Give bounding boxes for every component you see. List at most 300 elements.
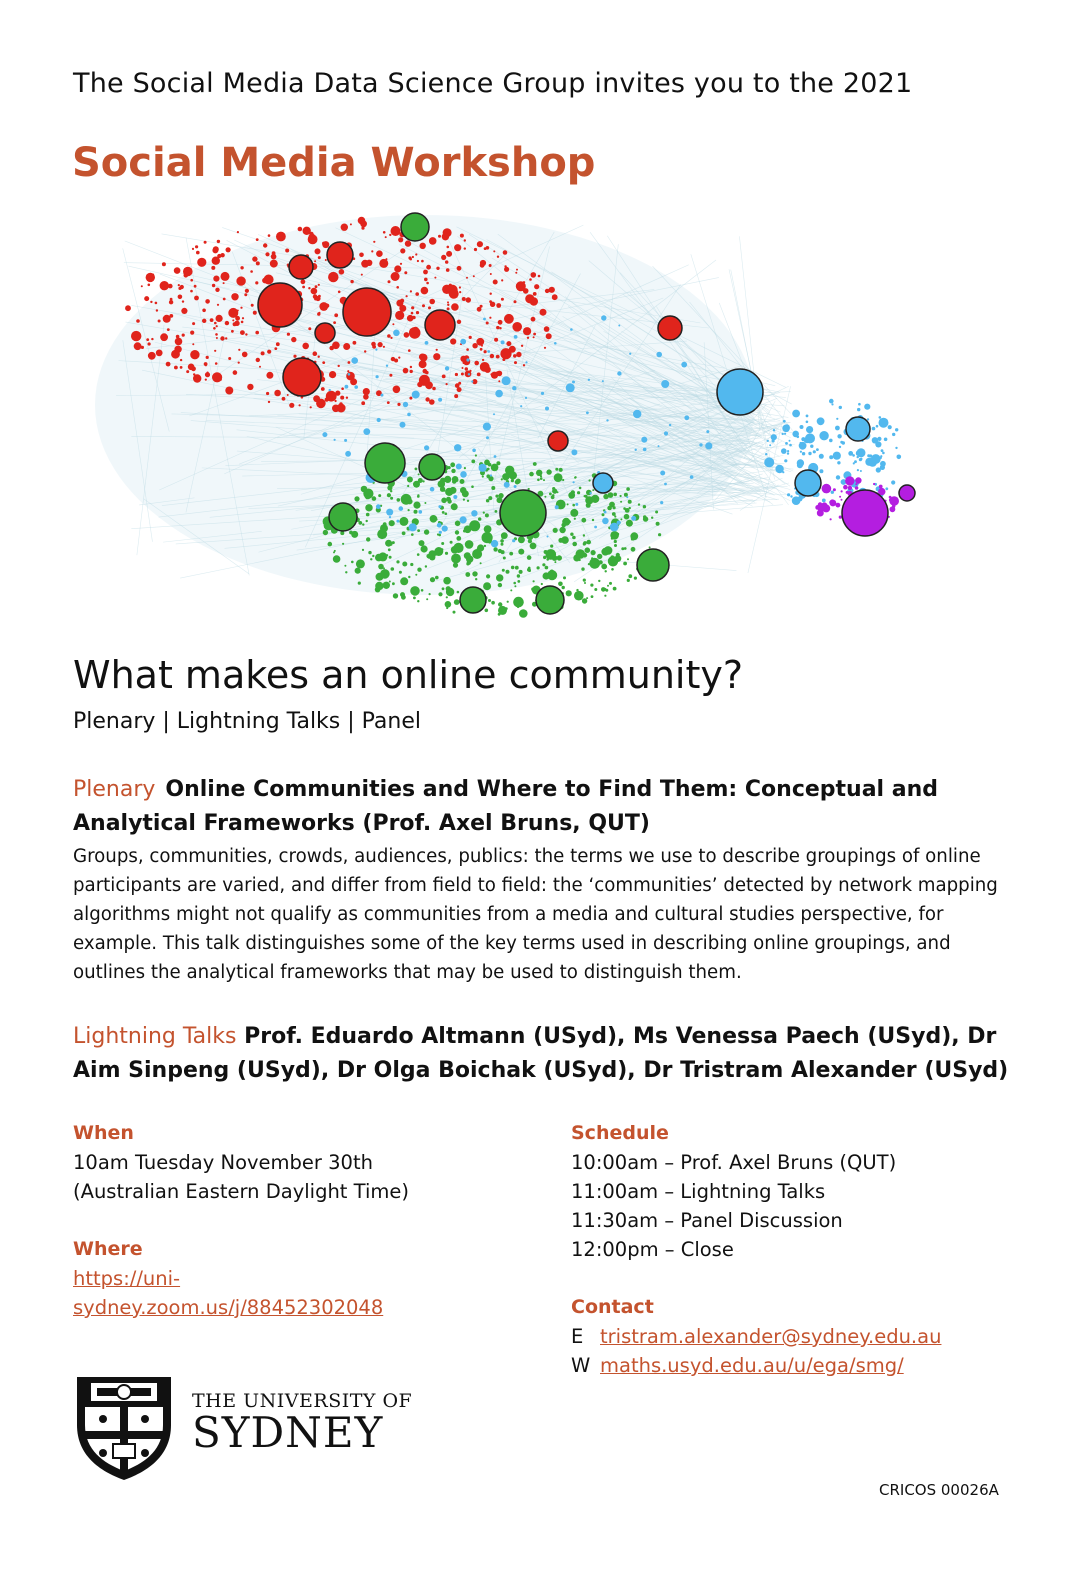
network-node	[582, 598, 587, 603]
network-node	[552, 487, 555, 490]
network-node	[421, 589, 424, 592]
network-node	[417, 553, 420, 556]
network-node	[373, 241, 375, 243]
network-node	[308, 287, 310, 289]
network-node	[514, 361, 517, 364]
network-node	[361, 401, 365, 405]
network-node	[318, 284, 320, 286]
when-timezone: (Australian Eastern Daylight Time)	[73, 1180, 409, 1203]
university-crest-logo	[73, 1373, 175, 1483]
network-node	[655, 511, 658, 514]
network-node	[298, 227, 303, 232]
network-node	[534, 284, 539, 289]
network-node	[831, 403, 833, 405]
network-node	[451, 503, 458, 510]
network-node	[410, 290, 412, 292]
network-node	[190, 290, 193, 293]
network-node	[860, 470, 862, 472]
network-node	[614, 544, 617, 547]
network-node	[628, 574, 632, 578]
network-node	[651, 517, 653, 519]
network-node	[474, 248, 477, 251]
network-node	[216, 337, 218, 339]
network-node	[389, 581, 391, 583]
network-node	[445, 601, 452, 608]
network-node	[447, 301, 449, 303]
network-node	[512, 539, 515, 542]
network-node	[276, 232, 286, 242]
network-node	[345, 385, 349, 389]
network-node	[348, 373, 351, 376]
network-node	[423, 270, 428, 275]
network-node	[167, 328, 170, 331]
network-node	[346, 397, 348, 399]
network-node	[428, 306, 431, 309]
network-node	[617, 521, 621, 525]
network-node	[438, 398, 442, 402]
network-node	[501, 478, 503, 480]
network-node	[460, 516, 467, 523]
network-node	[873, 455, 877, 459]
network-node	[191, 366, 196, 371]
network-node	[389, 516, 391, 518]
network-node	[501, 298, 504, 301]
network-node	[196, 251, 200, 255]
network-node	[833, 452, 841, 460]
network-node	[483, 318, 486, 321]
network-node	[802, 452, 805, 455]
network-node	[586, 540, 591, 545]
network-node	[332, 342, 340, 350]
network-node	[550, 570, 554, 574]
network-node	[442, 526, 448, 532]
network-node	[400, 299, 404, 303]
network-node	[562, 586, 565, 589]
network-node	[460, 587, 486, 613]
network-node	[333, 321, 336, 324]
network-node	[516, 281, 526, 291]
network-node	[496, 355, 500, 359]
network-node	[472, 449, 476, 453]
network-node	[202, 309, 206, 313]
network-node	[548, 431, 568, 451]
network-node	[359, 253, 364, 258]
network-node	[190, 331, 194, 335]
network-node	[375, 554, 383, 562]
network-node	[212, 372, 222, 382]
network-node	[513, 597, 524, 608]
network-node	[180, 366, 183, 369]
network-node	[318, 356, 320, 358]
network-node	[624, 514, 630, 520]
network-node	[426, 598, 428, 600]
network-node	[434, 277, 436, 279]
network-node	[447, 246, 450, 249]
network-node	[488, 463, 492, 467]
network-node	[483, 582, 491, 590]
network-node	[215, 288, 219, 292]
network-node	[620, 518, 622, 520]
network-node	[624, 493, 628, 497]
network-node	[835, 426, 840, 431]
network-node	[557, 555, 562, 560]
network-node	[800, 425, 804, 429]
network-node	[684, 415, 689, 420]
network-node	[411, 533, 414, 536]
network-node	[842, 441, 845, 444]
when-date: 10am Tuesday November 30th	[73, 1151, 373, 1174]
network-node	[515, 272, 517, 274]
network-node	[289, 403, 294, 408]
network-node	[500, 539, 504, 543]
network-node	[514, 485, 517, 488]
network-node	[412, 316, 416, 320]
network-node	[681, 362, 687, 368]
network-node	[448, 466, 451, 469]
zoom-link[interactable]: https://uni- sydney.zoom.us/j/88452302048	[73, 1267, 384, 1319]
network-node	[614, 540, 617, 543]
network-node	[583, 541, 587, 545]
network-node	[690, 475, 694, 479]
network-node	[498, 380, 500, 382]
network-node	[501, 279, 503, 281]
network-node	[372, 345, 376, 349]
network-node	[643, 448, 647, 452]
network-node	[463, 499, 465, 501]
network-node	[443, 577, 451, 585]
network-node	[178, 284, 180, 286]
network-node	[236, 276, 245, 285]
format-list: Plenary | Lightning Talks | Panel	[73, 709, 422, 734]
web-link[interactable]: maths.usyd.edu.au/u/ega/smg/	[600, 1354, 904, 1377]
network-node	[588, 379, 590, 381]
network-node	[403, 402, 408, 407]
network-node	[490, 354, 494, 358]
network-node	[808, 452, 811, 455]
network-node	[454, 444, 461, 451]
network-node	[570, 509, 578, 517]
network-node	[396, 286, 399, 289]
network-node	[485, 513, 489, 517]
network-node	[486, 436, 489, 439]
email-link[interactable]: tristram.alexander@sydney.edu.au	[600, 1325, 942, 1348]
network-node	[237, 231, 239, 233]
network-node	[363, 388, 370, 395]
network-node	[192, 248, 194, 250]
network-node	[829, 399, 834, 404]
network-node	[570, 328, 573, 331]
network-node	[602, 380, 604, 382]
network-node	[453, 495, 457, 499]
network-node	[855, 486, 859, 490]
network-node	[446, 586, 451, 591]
network-node	[343, 343, 350, 350]
network-node	[512, 322, 522, 332]
network-node	[467, 500, 469, 502]
network-node	[544, 347, 546, 349]
network-node	[442, 511, 445, 514]
network-node	[799, 442, 807, 450]
network-node	[407, 499, 413, 505]
contact-heading: Contact	[571, 1296, 654, 1318]
network-node	[846, 491, 849, 494]
network-node	[136, 319, 140, 323]
network-node	[543, 572, 550, 579]
network-node	[498, 602, 502, 606]
network-node	[354, 385, 358, 389]
network-node	[245, 333, 247, 335]
network-node	[314, 260, 316, 262]
network-node	[498, 320, 503, 325]
network-node	[328, 272, 338, 282]
network-node	[626, 520, 633, 527]
network-node	[240, 330, 245, 335]
network-node	[169, 300, 173, 304]
network-node	[169, 314, 173, 318]
network-node	[485, 609, 489, 613]
network-node	[378, 564, 384, 570]
network-node	[877, 437, 881, 441]
network-node	[817, 510, 824, 517]
network-node	[638, 503, 640, 505]
network-node	[417, 568, 421, 572]
network-node	[400, 422, 406, 428]
network-node	[829, 455, 833, 459]
network-node	[328, 542, 333, 547]
network-node	[265, 252, 269, 256]
network-node	[491, 372, 498, 379]
network-node	[501, 340, 505, 344]
network-node	[785, 442, 788, 445]
network-node	[544, 550, 548, 554]
network-node	[403, 368, 409, 374]
network-node	[504, 314, 514, 324]
network-node	[438, 235, 441, 238]
network-node	[125, 305, 131, 311]
network-node	[482, 475, 484, 477]
network-edges	[95, 215, 795, 595]
network-node	[839, 406, 842, 409]
network-node	[415, 468, 418, 471]
network-node	[442, 587, 445, 590]
network-node	[530, 297, 538, 305]
network-node	[554, 473, 563, 482]
network-node	[515, 566, 519, 570]
network-node	[329, 503, 357, 531]
network-node	[398, 237, 403, 242]
network-node	[445, 260, 448, 263]
network-node	[408, 349, 411, 352]
network-node	[512, 386, 516, 390]
network-node	[611, 555, 615, 559]
network-node	[830, 500, 837, 507]
network-node	[266, 392, 269, 395]
network-node	[717, 369, 763, 415]
network-node	[476, 338, 484, 346]
network-node	[241, 321, 244, 324]
network-node	[475, 578, 477, 580]
network-node	[213, 327, 216, 330]
network-node	[255, 331, 259, 335]
network-node	[475, 454, 477, 456]
network-node	[484, 525, 492, 533]
network-node	[503, 359, 505, 361]
network-node	[258, 283, 302, 327]
network-node	[899, 485, 915, 501]
network-node	[555, 468, 558, 471]
network-node	[368, 551, 371, 554]
network-node	[332, 405, 340, 413]
network-node	[318, 256, 321, 259]
network-node	[538, 275, 541, 278]
network-node	[446, 383, 448, 385]
network-node	[880, 455, 882, 457]
network-node	[484, 545, 486, 547]
network-node	[429, 593, 431, 595]
network-node	[341, 224, 348, 231]
network-node	[215, 333, 218, 336]
network-node	[411, 312, 414, 315]
network-node	[293, 355, 296, 358]
network-node	[575, 503, 578, 506]
network-node	[660, 471, 665, 476]
network-node	[664, 431, 668, 435]
network-node	[482, 359, 484, 361]
network-node	[601, 587, 606, 592]
network-node	[225, 387, 233, 395]
network-node	[445, 366, 449, 370]
network-node	[238, 362, 240, 364]
network-node	[152, 274, 154, 276]
network-node	[271, 254, 277, 260]
network-node	[529, 472, 534, 477]
network-node	[194, 296, 199, 301]
network-node	[497, 256, 499, 258]
network-node	[356, 559, 365, 568]
network-node	[845, 476, 854, 485]
where-heading: Where	[73, 1238, 143, 1260]
network-node	[317, 312, 320, 315]
network-node	[576, 549, 586, 559]
network-node	[424, 502, 426, 504]
network-node	[365, 493, 371, 499]
network-node	[302, 286, 305, 289]
network-node	[401, 213, 429, 241]
network-node	[465, 367, 468, 370]
network-node	[190, 350, 199, 359]
network-node	[517, 580, 520, 583]
network-node	[504, 267, 509, 272]
network-node	[205, 364, 207, 366]
network-node	[417, 494, 419, 496]
network-node	[256, 261, 260, 265]
network-node	[376, 250, 383, 257]
network-node	[168, 284, 173, 289]
network-node	[513, 582, 516, 585]
network-node	[519, 609, 528, 618]
network-node	[391, 272, 400, 281]
network-node	[339, 269, 345, 275]
network-node	[585, 547, 591, 553]
network-node	[410, 586, 420, 596]
network-node	[631, 547, 636, 552]
network-node	[486, 499, 489, 502]
network-node	[426, 265, 431, 270]
network-node	[571, 449, 577, 455]
network-node	[495, 495, 498, 498]
network-node	[226, 247, 231, 252]
network-node	[391, 226, 401, 236]
network-node	[223, 282, 225, 284]
network-node	[423, 480, 425, 482]
network-node	[341, 387, 344, 390]
network-node	[541, 583, 543, 585]
network-node	[228, 357, 231, 360]
network-node	[873, 483, 875, 485]
network-node	[335, 400, 337, 402]
network-node	[174, 346, 181, 353]
network-node	[594, 526, 597, 529]
network-node	[660, 501, 663, 504]
network-node	[572, 504, 575, 507]
network-node	[589, 558, 600, 569]
network-node	[460, 487, 466, 493]
network-node	[819, 454, 824, 459]
network-node	[375, 587, 381, 593]
network-node	[800, 451, 802, 453]
network-node	[527, 337, 529, 339]
network-node	[864, 404, 870, 410]
network-node	[466, 277, 468, 279]
network-node	[543, 479, 545, 481]
network-node	[553, 528, 558, 533]
network-node	[895, 428, 898, 431]
network-node	[771, 434, 777, 440]
network-node	[566, 383, 575, 392]
network-node	[583, 534, 585, 536]
network-node	[413, 502, 420, 509]
network-node	[355, 568, 361, 574]
network-node	[581, 518, 586, 523]
network-node	[479, 464, 487, 472]
network-node	[453, 563, 458, 568]
network-node	[841, 499, 843, 501]
network-node	[242, 317, 244, 319]
network-node	[821, 502, 827, 508]
network-node	[184, 273, 189, 278]
network-node	[579, 487, 582, 490]
network-node	[440, 487, 445, 492]
network-node	[438, 480, 446, 488]
network-node	[388, 548, 391, 551]
network-node	[340, 396, 344, 400]
network-node	[433, 353, 440, 360]
network-node	[525, 361, 527, 363]
network-node	[591, 595, 594, 598]
network-node	[389, 520, 395, 526]
network-node	[451, 469, 455, 473]
network-node	[608, 492, 614, 498]
network-node	[390, 497, 393, 500]
network-node	[514, 585, 516, 587]
network-node	[598, 580, 600, 582]
network-node	[480, 305, 483, 308]
network-node	[228, 308, 238, 318]
network-node	[192, 343, 194, 345]
network-node	[457, 320, 461, 324]
network-node	[661, 380, 669, 388]
network-node	[831, 491, 834, 494]
